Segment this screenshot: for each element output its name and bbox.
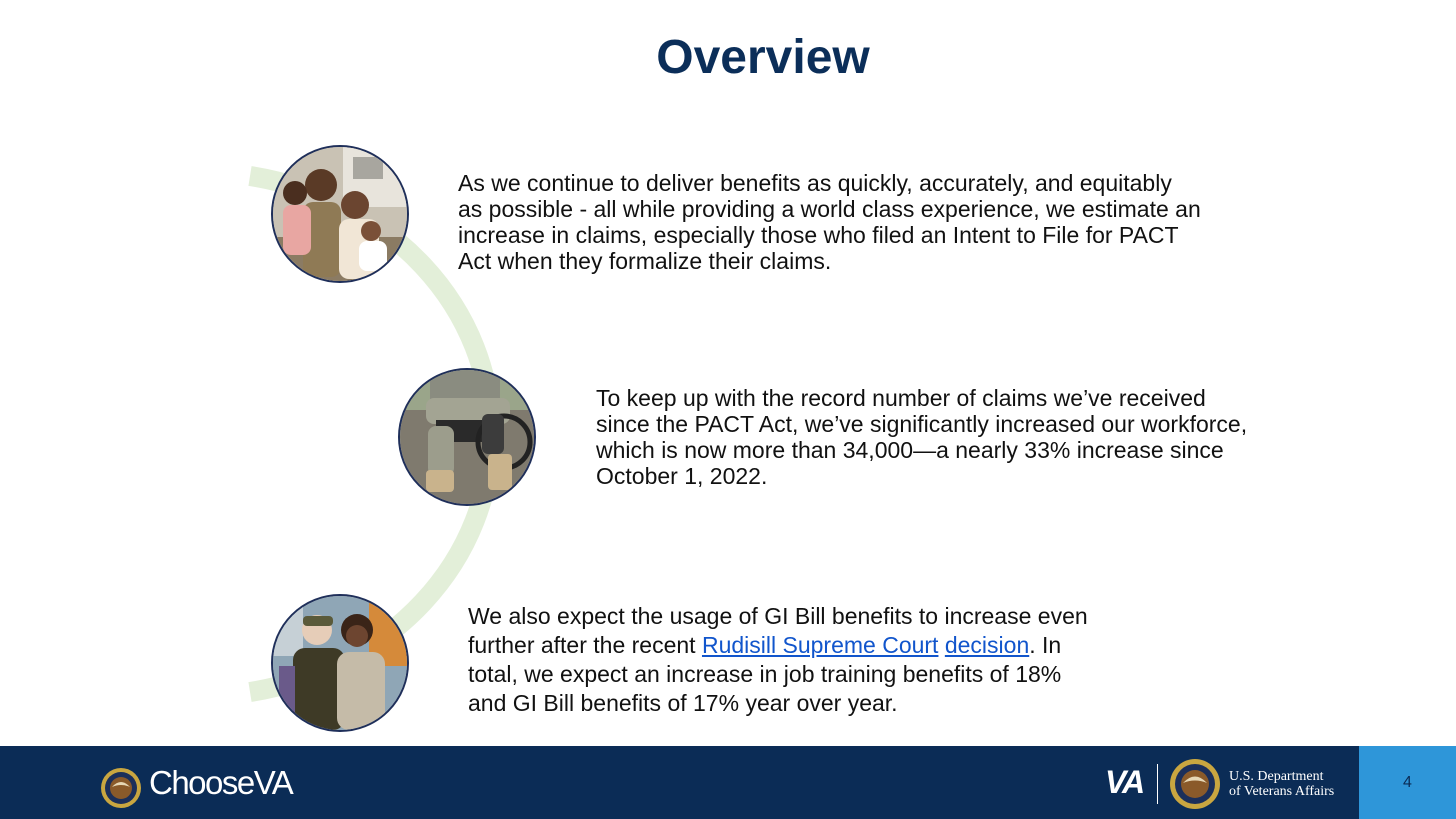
text-line: and GI Bill benefits of 17% year over year. [468,690,898,716]
department-seal-icon [1169,758,1221,810]
overview-point-1 [458,170,1201,274]
dept-line: U.S. Department [1229,769,1324,784]
text-segment: further after the recent [468,632,696,658]
page-number: 4 [1359,746,1456,819]
va-mark-logo: VA [1105,764,1144,800]
soldier-wheelchair-photo [398,368,536,506]
overview-point-3 [468,602,1088,718]
text-line: since the PACT Act, we’ve significantly increased our workforce, [596,411,1248,437]
veterans-photo [271,594,409,732]
text-line: October 1, 2022. [596,463,768,489]
choose-va-logo: ChooseVA [149,764,293,801]
slide-title: Overview [656,31,870,84]
overview-point-2 [596,385,1247,489]
text-line: as possible - all while providing a world class experience, we estimate an [458,196,1201,222]
va-seal-icon [100,767,142,809]
text-line: which is now more than 34,000—a nearly 33% increase since [596,437,1224,463]
footer-divider [1157,764,1158,804]
decision-link[interactable]: decision [944,632,1030,658]
text-line: total, we expect an increase in job training benefits of 18% [468,661,1062,687]
text-line: increase in claims, especially those who filed an Intent to File for PACT [458,222,1179,248]
text-line: Act when they formalize their claims. [458,248,832,274]
rudisill-link[interactable]: Rudisill Supreme Court [701,632,939,658]
text-line: To keep up with the record number of claims we’ve received [596,385,1206,411]
department-name [1229,769,1334,799]
text-line: We also expect the usage of GI Bill benefits to increase even [468,603,1088,629]
family-photo [271,145,409,283]
text-segment: . In [1029,632,1062,658]
text-line [468,631,1088,660]
dept-line: of Veterans Affairs [1229,784,1335,799]
text-line: As we continue to deliver benefits as quickly, accurately, and equitably [458,170,1172,196]
